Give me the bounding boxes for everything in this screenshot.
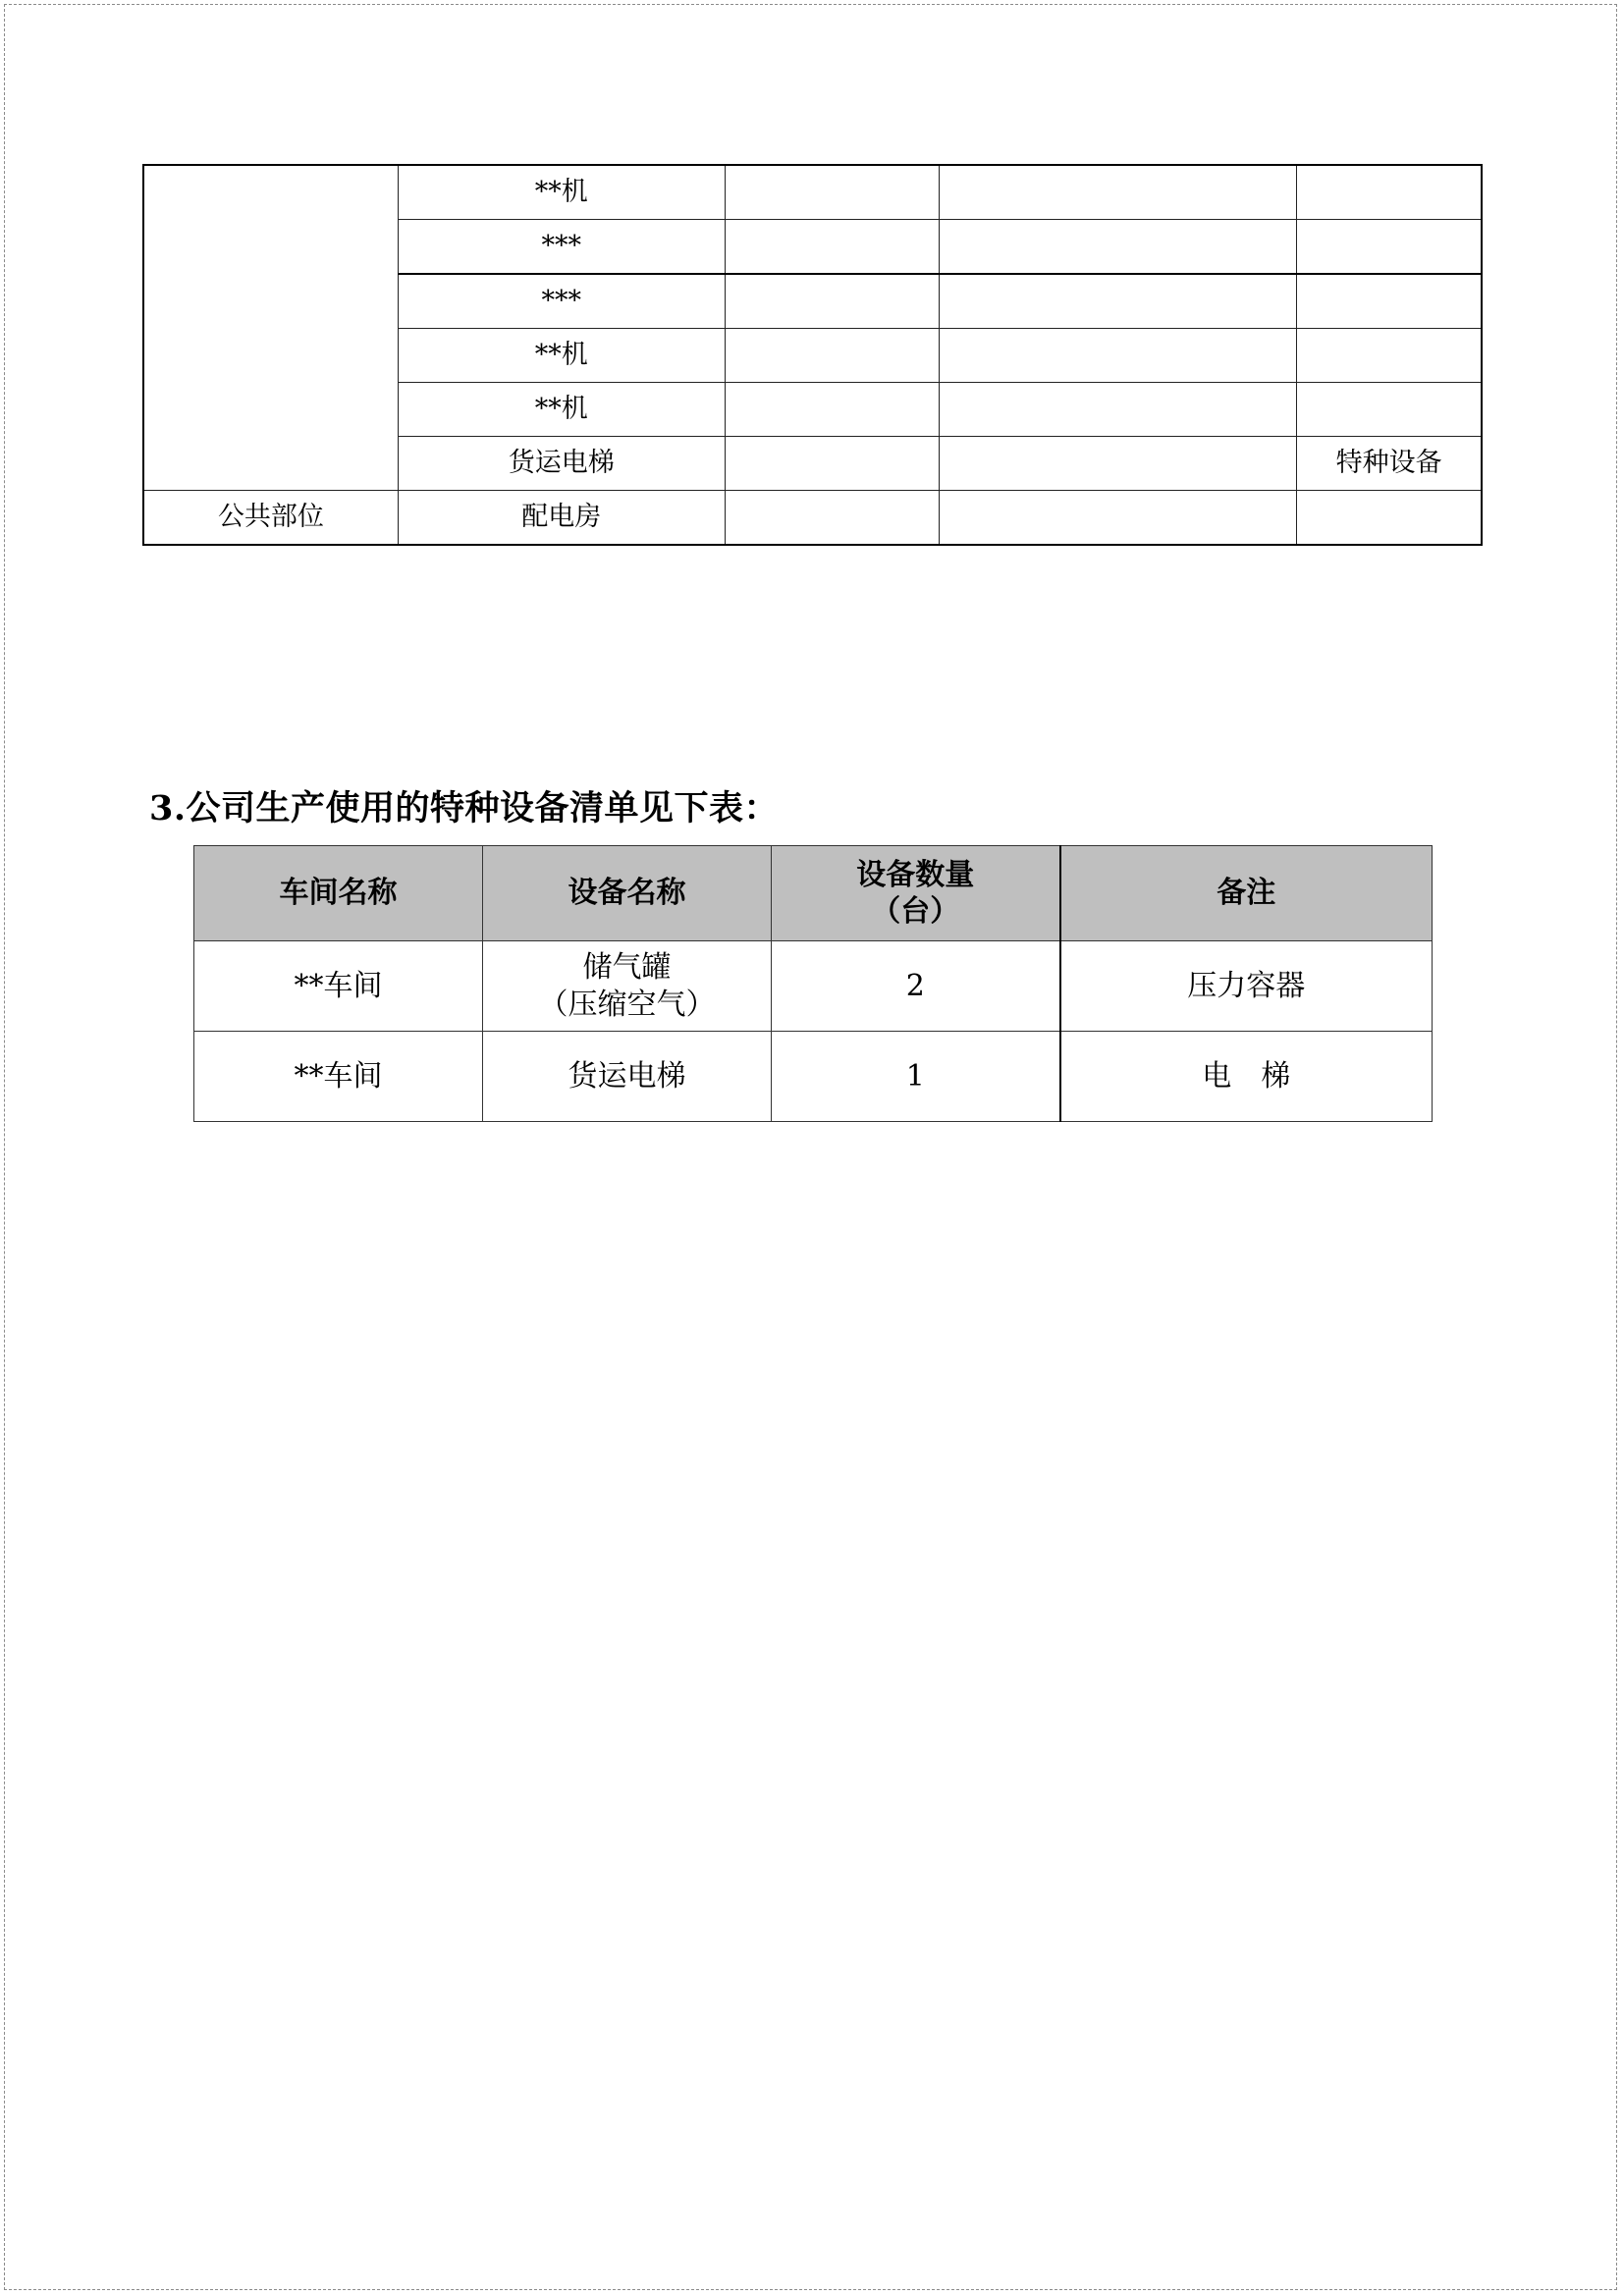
quantity-cell: 2 <box>772 941 1060 1032</box>
table-cell <box>725 165 939 220</box>
equipment-name-cell: 配电房 <box>398 491 725 546</box>
equipment-name-cell: **机 <box>398 165 725 220</box>
header-remark: 备注 <box>1060 846 1433 941</box>
equipment-table-continued <box>142 164 1483 546</box>
equipment-name-cell: **机 <box>398 329 725 383</box>
equipment-cell <box>483 941 772 1032</box>
table-header-row <box>194 846 1433 941</box>
table-cell <box>940 220 1297 275</box>
table-row <box>194 941 1433 1032</box>
header-quantity <box>772 846 1060 941</box>
area-cell: 公共部位 <box>143 491 398 546</box>
table-row <box>143 491 1482 546</box>
table-row <box>143 165 1482 220</box>
table-cell <box>725 491 939 546</box>
equipment-name-cell: 货运电梯 <box>398 437 725 491</box>
note-cell: 特种设备 <box>1297 437 1482 491</box>
table-cell <box>725 220 939 275</box>
equipment-name-cell: *** <box>398 274 725 329</box>
header-quantity-line1: 设备数量 <box>856 857 975 892</box>
note-cell <box>1297 383 1482 437</box>
table-row <box>194 1032 1433 1122</box>
remark-cell: 压力容器 <box>1060 941 1433 1032</box>
workshop-cell: **车间 <box>194 1032 483 1122</box>
table-cell <box>940 383 1297 437</box>
header-quantity-line2: （台） <box>871 894 960 929</box>
header-workshop: 车间名称 <box>194 846 483 941</box>
table-cell <box>725 383 939 437</box>
note-cell <box>1297 165 1482 220</box>
table-cell <box>940 165 1297 220</box>
note-cell <box>1297 329 1482 383</box>
quantity-cell: 1 <box>772 1032 1060 1122</box>
equipment-line2: （压缩空气） <box>538 987 716 1022</box>
table-cell <box>725 437 939 491</box>
remark-cell: 电 梯 <box>1060 1032 1433 1122</box>
section-heading: 3.公司生产使用的特种设备清单见下表： <box>149 788 780 828</box>
note-cell <box>1297 220 1482 275</box>
equipment-name-cell: **机 <box>398 383 725 437</box>
note-cell <box>1297 274 1482 329</box>
equipment-line1: 货运电梯 <box>568 1058 686 1094</box>
table-cell <box>940 491 1297 546</box>
table-cell <box>725 329 939 383</box>
equipment-line1: 储气罐 <box>582 950 672 985</box>
equipment-cell <box>483 1032 772 1122</box>
header-equipment: 设备名称 <box>483 846 772 941</box>
area-cell <box>143 165 398 491</box>
workshop-cell: **车间 <box>194 941 483 1032</box>
table-cell <box>940 437 1297 491</box>
table-cell <box>940 329 1297 383</box>
note-cell <box>1297 491 1482 546</box>
equipment-name-cell: *** <box>398 220 725 275</box>
table-cell <box>940 274 1297 329</box>
special-equipment-table <box>193 845 1433 1122</box>
table-cell <box>725 274 939 329</box>
